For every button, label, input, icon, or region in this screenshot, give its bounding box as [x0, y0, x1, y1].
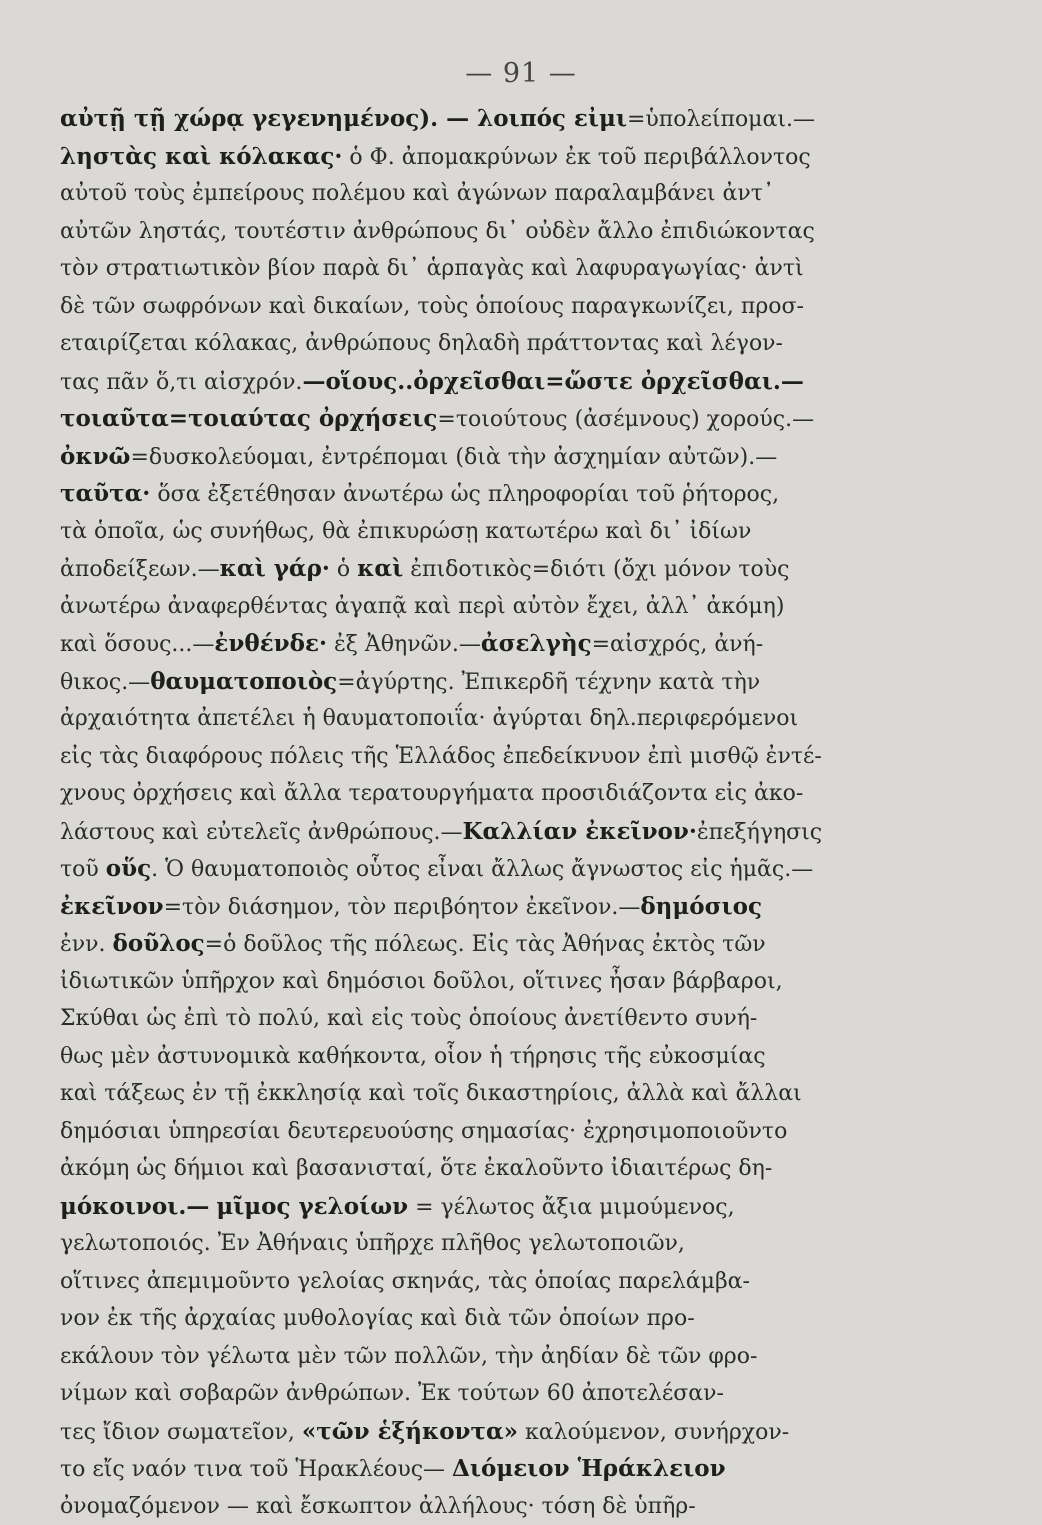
text-run: λάστους καὶ εὐτελεῖς ἀνθρώπους.— [60, 820, 463, 845]
text-run: =ὑπολείπομαι.— [627, 107, 815, 132]
text-run: ἐπεξήγησις [697, 820, 822, 845]
text-run: νον ἐκ τῆς ἀρχαίας μυθολογίας καὶ διὰ τῶν ὁποίων προ- [60, 1306, 695, 1331]
text-run: ἐπιδοτικὸς=διότι (ὄχι μόνον τοὺς [403, 557, 789, 582]
lemma-term: —οἵους..ὀρχεῖσθαι=ὥστε ὀρχεῖσθαι.— [302, 368, 803, 395]
text-run: =τὸν διάσημον, τὸν περιβόητον ἐκεῖνον.— [164, 895, 641, 920]
text-run: ἀκόμη ὡς δήμιοι καὶ βασανισταί, ὅτε ἐκαλοῦντο ἰδιαιτέρως δη- [60, 1156, 772, 1181]
text-line [60, 775, 916, 813]
text-run: . Ὁ θαυματοποιὸς οὗτος εἶναι ἄλλως ἄγνωστος εἰς ἡμᾶς.— [151, 857, 813, 882]
lemma-term: ὀκνῶ [60, 443, 130, 470]
lemma-term: καὶ [357, 555, 403, 582]
text-line [60, 1113, 916, 1151]
lemma-term: ἐκεῖνον [60, 893, 164, 920]
lemma-term: δημόσιος [640, 893, 762, 920]
text-line [60, 513, 916, 551]
text-run: ὁ Φ. ἀπομακρύνων ἐκ τοῦ περιβάλλοντος [342, 145, 810, 170]
text-line [60, 1038, 916, 1076]
text-run: =αἰσχρός, ἀνή- [592, 632, 764, 657]
text-line [60, 1225, 916, 1263]
lemma-term: θαυματοποιὸς [150, 668, 337, 695]
lemma-term: ταῦτα· [60, 480, 150, 507]
text-line [60, 1150, 916, 1188]
text-line [60, 1000, 916, 1038]
text-run: ἀποδείξεων.— [60, 557, 220, 582]
text-run: νίμων καὶ σοβαρῶν ἀνθρώπων. Ἐκ τούτων 60 ἀποτελέσαν- [60, 1381, 724, 1406]
text-run: θικος.— [60, 670, 150, 695]
text-run: =ἀγύρτης. Ἐπικερδῆ τέχνην κατὰ τὴν [337, 670, 760, 695]
text-line [60, 250, 916, 288]
lemma-term: καὶ γάρ· [220, 555, 330, 582]
text-line [60, 438, 916, 476]
text-line [60, 1188, 916, 1226]
text-line [60, 1263, 916, 1301]
text-line [60, 813, 916, 851]
text-run: γελωτοποιός. Ἐν Ἀθήναις ὑπῆρχε πλῆθος γελωτοποιῶν, [60, 1231, 685, 1256]
text-line [60, 475, 916, 513]
text-line [60, 700, 916, 738]
text-line [60, 963, 916, 1001]
text-run: τὰ ὁποῖα, ὡς συνήθως, θὰ ἐπικυρώσῃ κατωτέρω καὶ δι᾽ ἰδίων [60, 519, 751, 544]
text-run: εκάλουν τὸν γέλωτα μὲν τῶν πολλῶν, τὴν ἀηδίαν δὲ τῶν φρο- [60, 1344, 757, 1369]
text-run: τὸν στρατιωτικὸν βίον παρὰ δι᾽ ἁρπαγὰς καὶ λαφυραγωγίας· ἀντὶ [60, 256, 804, 281]
text-run: χνους ὀρχήσεις καὶ ἄλλα τερατουργήματα προσιδιάζοντα εἰς ἀκο- [60, 781, 803, 806]
text-run: τας πᾶν ὅ,τι αἰσχρόν. [60, 370, 302, 395]
text-line [60, 663, 916, 701]
text-run: ἐξ Ἀθηνῶν.— [327, 632, 481, 657]
text-line [60, 1300, 916, 1338]
text-run: θως μὲν ἀστυνομικὰ καθήκοντα, οἷον ἡ τήρησις τῆς εὐκοσμίας [60, 1044, 766, 1069]
text-line [60, 625, 916, 663]
commentary-text [60, 100, 916, 1525]
lemma-term: «τῶν ἑξήκοντα» [302, 1418, 518, 1445]
text-run: =τοιούτους (ἀσέμνους) χορούς.— [437, 407, 814, 432]
lemma-term: ληστὰς καὶ κόλακας· [60, 143, 342, 170]
text-line [60, 925, 916, 963]
text-run: εταιρίζεται κόλακας, ἀνθρώπους δηλαδὴ πράττοντας καὶ λέγον- [60, 331, 783, 356]
text-run: καὶ ὅσους...— [60, 632, 214, 657]
text-line [60, 550, 916, 588]
text-run: = γέλωτος ἄξια μιμούμενος, [408, 1195, 735, 1220]
text-line [60, 1413, 916, 1451]
text-run: καὶ τάξεως ἐν τῇ ἐκκλησίᾳ καὶ τοῖς δικαστηρίοις, ἀλλὰ καὶ ἄλλαι [60, 1081, 802, 1106]
text-run: δὲ τῶν σωφρόνων καὶ δικαίων, τοὺς ὁποίους παραγκωνίζει, προσ- [60, 294, 804, 319]
text-line [60, 850, 916, 888]
text-line [60, 1450, 916, 1488]
text-line [60, 325, 916, 363]
text-run: δημόσιαι ὑπηρεσίαι δευτερευούσης σημασίας· ἐχρησιμοποιοῦντο [60, 1119, 787, 1144]
lemma-term: ἐνθένδε· [214, 630, 327, 657]
lemma-term: αὐτῇ τῇ χώρᾳ γεγενημένος). — λοιπός εἰμι [60, 105, 627, 132]
text-line [60, 738, 916, 776]
text-run: ὅσα ἐξετέθησαν ἀνωτέρω ὡς πληροφορίαι τοῦ ῥήτορος, [150, 482, 779, 507]
text-run: εἰς τὰς διαφόρους πόλεις τῆς Ἑλλάδος ἐπεδείκνυον ἐπὶ μισθῷ ἐντέ- [60, 744, 822, 769]
text-run: τες ἴδιον σωματεῖον, [60, 1420, 302, 1445]
text-line [60, 1488, 916, 1525]
lemma-term: μόκοινοι.— [60, 1193, 209, 1220]
text-line [60, 888, 916, 926]
text-run: αὐτῶν ληστάς, τουτέστιν ἀνθρώπους δι᾽ οὐδὲν ἄλλο ἐπιδιώκοντας [60, 219, 815, 244]
text-run: ὀνομαζόμενον — καὶ ἔσκωπτον ἀλλήλους· τόση δὲ ὑπῆρ- [60, 1494, 696, 1519]
text-run: αὐτοῦ τοὺς ἐμπείρους πολέμου καὶ ἀγώνων παραλαμβάνει ἀντ᾽ [60, 181, 774, 206]
lemma-term: Διόμειον Ἡράκλειον [452, 1455, 726, 1482]
page-number: — 91 — [0, 58, 1042, 89]
text-line [60, 363, 916, 401]
text-run: οἵτινες ἀπεμιμοῦντο γελοίας σκηνάς, τὰς ὁποίας παρελάμβα- [60, 1269, 750, 1294]
text-run: καλούμενον, συνήρχον- [518, 1420, 789, 1445]
text-line [60, 1338, 916, 1376]
text-line [60, 213, 916, 251]
text-run: ἐνν. [60, 932, 113, 957]
text-run: τοῦ [60, 857, 106, 882]
lemma-term: τοιαῦτα=τοιαύτας ὀρχήσεις [60, 405, 437, 432]
lemma-term: ἀσελγὴς [481, 630, 592, 657]
text-run: ἀρχαιότητα ἀπετέλει ἡ θαυματοποιΐα· ἀγύρται δηλ.περιφερόμενοι [60, 706, 798, 731]
text-run: ὁ [330, 557, 357, 582]
text-run: =ὁ δοῦλος τῆς πόλεως. Εἰς τὰς Ἀθήνας ἐκτὸς τῶν [205, 932, 766, 957]
text-line [60, 1375, 916, 1413]
text-line [60, 100, 916, 138]
text-line [60, 138, 916, 176]
text-line [60, 175, 916, 213]
text-run: το εἴς ναόν τινα τοῦ Ἡρακλέους— [60, 1457, 452, 1482]
text-line [60, 288, 916, 326]
lemma-term: μῖμος γελοίων [216, 1193, 408, 1220]
lemma-term: Καλλίαν ἐκεῖνον· [463, 818, 697, 845]
text-line [60, 400, 916, 438]
text-line [60, 1075, 916, 1113]
text-run: ἀνωτέρω ἀναφερθέντας ἀγαπᾷ καὶ περὶ αὐτὸν ἔχει, ἀλλ᾽ ἀκόμη) [60, 594, 784, 619]
text-run: Σκύθαι ὡς ἐπὶ τὸ πολύ, καὶ εἰς τοὺς ὁποίους ἀνετίθεντο συνή- [60, 1006, 757, 1031]
text-run: =δυσκολεύομαι, ἐντρέπομαι (διὰ τὴν ἀσχημίαν αὐτῶν).— [130, 445, 777, 470]
text-run: ἰδιωτικῶν ὑπῆρχον καὶ δημόσιοι δοῦλοι, οἵτινες ἦσαν βάρβαροι, [60, 969, 783, 994]
lemma-term: οὕς [106, 855, 151, 882]
text-line [60, 588, 916, 626]
lemma-term: δοῦλος [113, 930, 205, 957]
